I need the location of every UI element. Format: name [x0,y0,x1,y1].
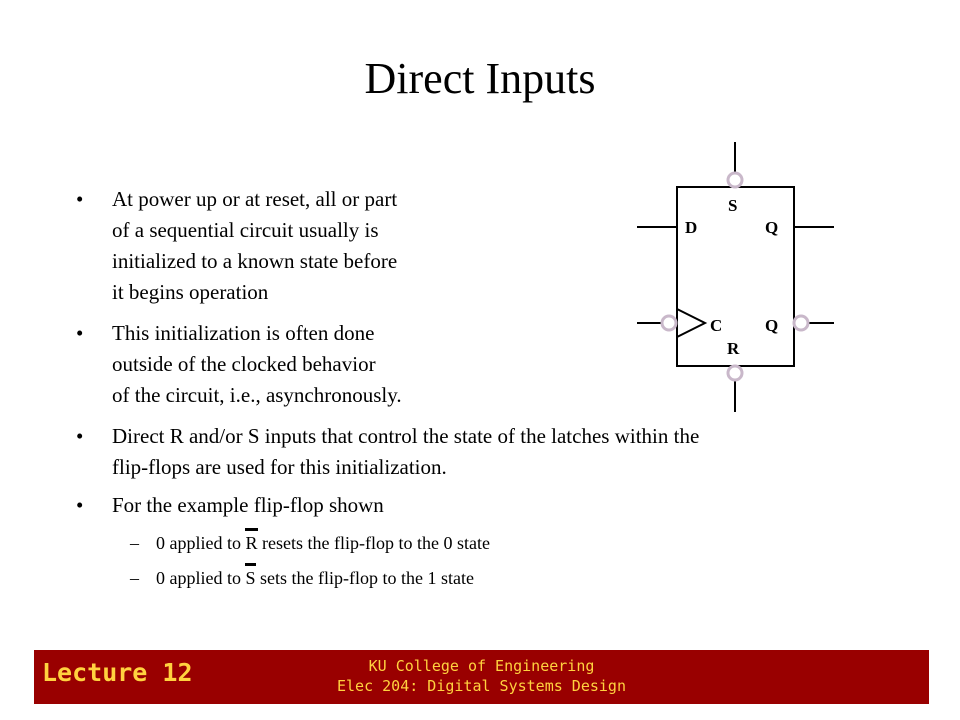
bullet-line: of the circuit, i.e., asynchronously. [112,383,402,407]
course-name: Elec 204: Digital Systems Design [337,677,626,695]
sub-text-after: resets the flip-flop to the 0 state [257,533,490,553]
sub-marker: – [130,533,139,553]
bullet-line: flip-flops are used for this initialization. [112,455,447,479]
clock-triangle [677,309,705,337]
overlined-r: R [245,533,258,553]
label-s: S [728,196,738,215]
bullet-line: outside of the clocked behavior [112,352,376,376]
label-c: C [710,316,723,335]
college-name: KU College of Engineering [368,657,595,675]
sub-text-before: 0 applied to [156,533,246,553]
r-bubble [728,366,742,380]
s-bubble [728,173,742,187]
sub-text-after: sets the flip-flop to the 1 state [255,568,474,588]
bullet-marker: • [76,321,84,345]
bullet-line: For the example flip-flop shown [112,493,384,517]
label-r: R [727,339,740,358]
bullet-line: of a sequential circuit usually is [112,218,379,242]
bullet-marker: • [76,493,84,517]
bullet-line: Direct R and/or S inputs that control the state of the latches within the [112,424,700,448]
footer-bar [34,650,929,704]
label-q: Q [765,218,779,237]
label-d: D [685,218,698,237]
lecture-label: Lecture 12 [42,658,193,687]
bullet-marker: • [76,187,84,211]
label-q-bar: Q [765,316,779,335]
bullet-marker: • [76,424,84,448]
sub-text-before: 0 applied to [156,568,246,588]
sub-marker: – [130,568,139,588]
footer-course-info [34,656,929,696]
bullet-line: This initialization is often done [112,321,375,345]
bullet-line: it begins operation [112,280,269,304]
q-bar-bubble [794,316,808,330]
bullet-line: At power up or at reset, all or part [112,187,398,211]
slide-title: Direct Inputs [364,54,596,103]
bullet-line: initialized to a known state before [112,249,398,273]
c-bubble [662,316,676,330]
overlined-s: S [245,568,256,588]
